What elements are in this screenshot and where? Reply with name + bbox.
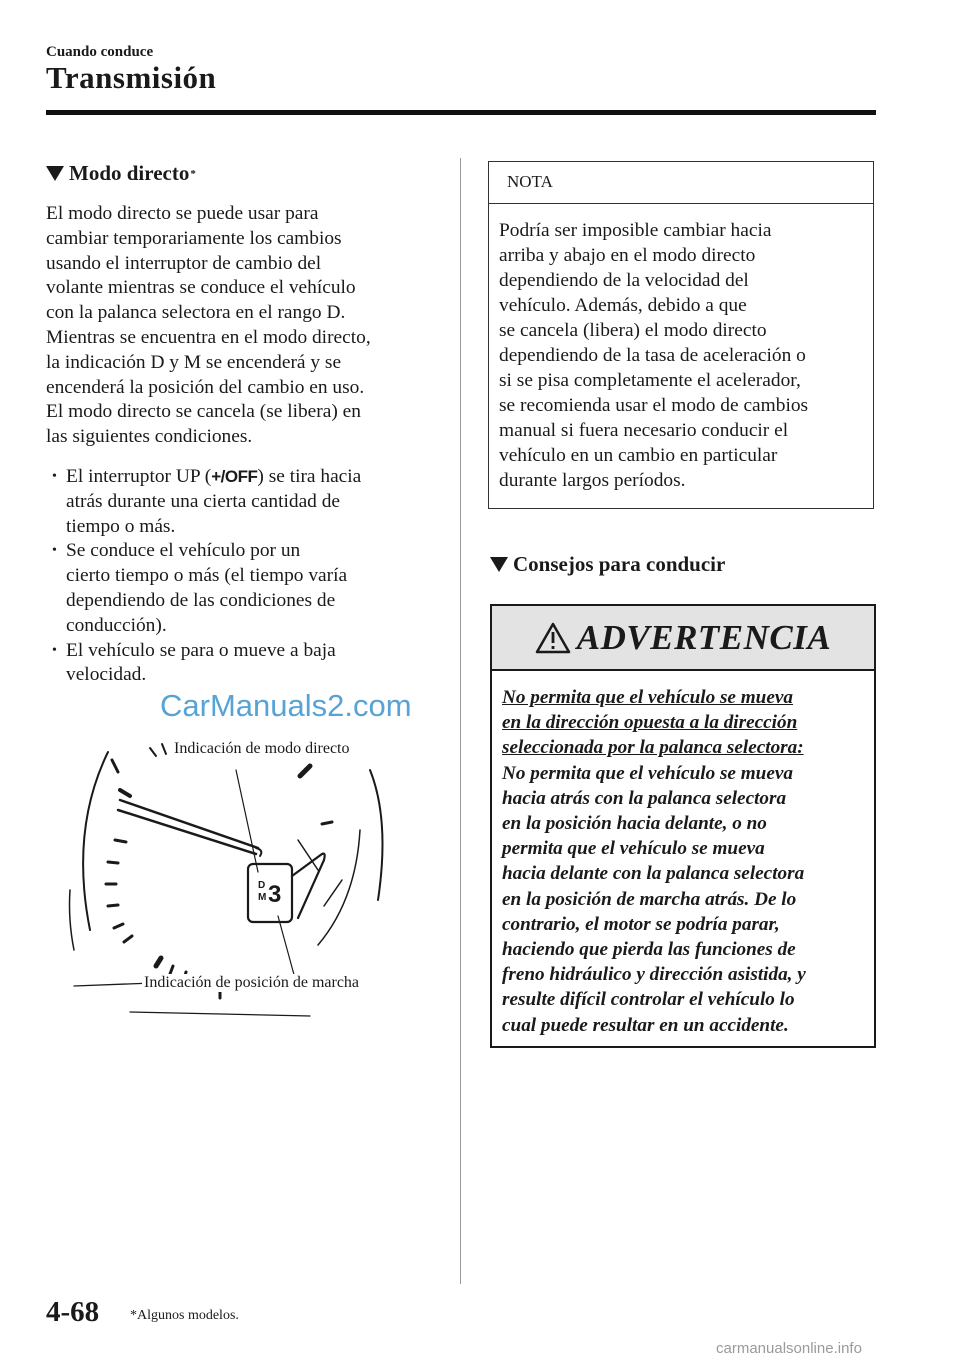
watermark-logo: CarManuals2.com [160,688,412,723]
instrument-cluster-figure [60,730,450,1030]
header-rule [46,110,876,115]
note-body: Podría ser imposible cambiar hacia arriba y abajo en el modo directo dependiendo de la velocidad del vehículo. Además, debido a que se cancela (libera) el modo directo dependiendo de la tasa de aceleración o si se pisa completamente el acelerador, se recomienda usar el modo de cambios manual si fuera necesario conducir el vehículo en un cambio en particular durante largos períodos. [499,220,809,491]
list-item: • Se conduce el vehículo por un cierto tiempo o más (el tiempo varía dependiendo de las condiciones de conducción). [46,539,451,638]
footnote: *Algunos modelos. [130,1308,239,1323]
triangle-bullet-icon [490,557,508,572]
triangle-bullet-icon [46,166,64,181]
display-m-letter: M [258,892,267,903]
note-title: NOTA [489,162,873,204]
footnote-marker: * [190,167,196,180]
list-item: • El interruptor UP (+/OFF) se tira hacia atrás durante una cierta cantidad de tiempo o más. [46,465,451,539]
heading-text: Consejos para conducir [513,552,726,576]
warning-title: ADVERTENCIA [576,617,832,657]
warning-triangle-icon [535,622,571,654]
display-gear-number: 3 [268,881,282,908]
heading-consejos [490,552,725,577]
warning-header [492,606,874,671]
footer-site: carmanualsonline.info [716,1340,862,1357]
page-number: 4-68 [46,1296,100,1328]
warning-box [490,604,876,1048]
warning-body: No permita que el vehículo se mueva en la dirección opuesta a la dirección seleccionada por la palanca selectora: No permita que el vehículo se mueva hacia atrás con la palanca selectora en la posición hacia delante, o no permita que el vehículo se mueva hacia delante con la palanca selectora en la posición de marcha atrás. De lo contrario, el motor se podría parar, haciendo que pierda las funciones de freno hidráulico y dirección asistida, y resulte difícil controlar el vehículo lo cual puede resultar en un accidente. [502,687,806,1036]
heading-text: Modo directo [69,161,190,185]
section-label: Cuando conduce [46,44,154,60]
chapter-title: Transmisión [46,60,217,95]
note-box [488,161,874,509]
list-item: • El vehículo se para o mueve a baja velocidad. [46,639,451,689]
label-direct-mode-indicator: Indicación de modo directo [174,740,350,757]
label-gear-position-indicator: Indicación de posición de marcha [144,974,360,991]
plus-off-key-icon: +/OFF [211,467,258,486]
display-d-letter: D [258,880,266,891]
heading-modo-directo [46,161,196,186]
column-divider [460,158,461,1284]
intro-paragraph: El modo directo se puede usar para cambiar temporariamente los cambios usando el interruptor de cambio del volante mientras se conduce el vehículo con la palanca selectora en el rango D. Mientras se encuentra en el modo directo, la indicación D y M se encenderá y se encenderá la posición del cambio en uso. El modo directo se cancela (se libera) en las siguientes condiciones. [46,203,371,448]
conditions-list [46,465,451,688]
